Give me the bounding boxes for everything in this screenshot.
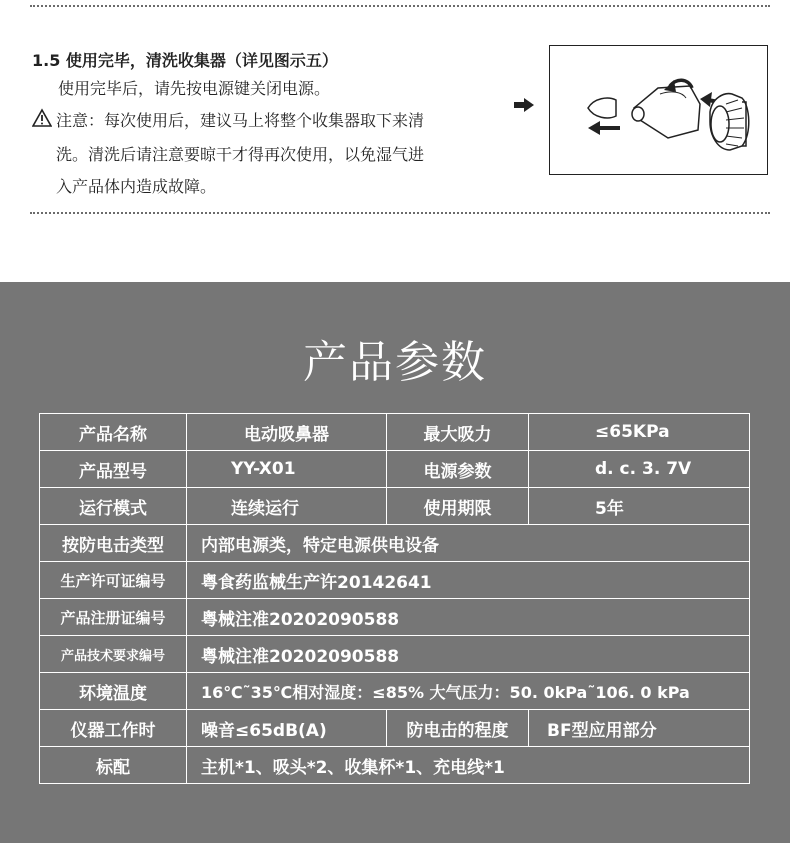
spec-row <box>40 562 750 599</box>
spec-value: d. c. 3. 7V <box>529 451 750 488</box>
warning-text-line-1: 注意：每次使用后，建议马上将整个收集器取下来清 <box>56 111 425 130</box>
instruction-line: 使用完毕后，请先按电源键关闭电源。 <box>58 79 331 98</box>
warning-icon <box>32 108 52 128</box>
spec-label: 按防电击类型 <box>40 525 187 562</box>
spec-label: 产品型号 <box>40 451 187 488</box>
spec-row <box>40 710 750 747</box>
spec-value: BF型应用部分 <box>529 710 750 747</box>
section-heading: 1.5 使用完毕，清洗收集器（详见图示五） <box>32 51 338 70</box>
spec-value: 5年 <box>529 488 750 525</box>
spec-label: 产品技术要求编号 <box>40 636 187 673</box>
spec-row <box>40 525 750 562</box>
instructions-section <box>0 0 790 282</box>
spec-label: 产品名称 <box>40 414 187 451</box>
spec-label: 生产许可证编号 <box>40 562 187 599</box>
spec-value: 连续运行 <box>187 488 387 525</box>
dotted-divider-bottom <box>30 212 770 214</box>
spec-label: 防电击的程度 <box>387 710 529 747</box>
cleaning-diagram <box>549 45 768 175</box>
spec-label: 产品注册证编号 <box>40 599 187 636</box>
spec-value: 粤械注准20202090588 <box>187 599 750 636</box>
spec-row <box>40 599 750 636</box>
spec-title: 产品参数 <box>303 337 487 388</box>
spec-value: ≤65KPa <box>529 414 750 451</box>
warning-text-line-2: 洗。清洗后请注意要晾干才得再次使用，以免湿气进 <box>56 145 425 164</box>
spec-row <box>40 747 750 784</box>
spec-row <box>40 451 750 488</box>
spec-value: 噪音≤65dB(A) <box>187 710 387 747</box>
collector-disassembly-illustration <box>550 46 766 173</box>
warning-text-line-3: 入产品体内造成故障。 <box>56 177 217 196</box>
spec-value: 粤械注准20202090588 <box>187 636 750 673</box>
spec-row <box>40 414 750 451</box>
spec-value: 主机*1、吸头*2、收集杯*1、充电线*1 <box>187 747 750 784</box>
spec-label: 电源参数 <box>387 451 529 488</box>
spec-value: 粤食药监械生产许20142641 <box>187 562 750 599</box>
spec-row <box>40 673 750 710</box>
spec-value: 16℃˜35℃相对湿度：≤85% 大气压力：50. 0kPa˜106. 0 kPa <box>187 673 750 710</box>
spec-row <box>40 636 750 673</box>
spec-row <box>40 488 750 525</box>
spec-value: YY-X01 <box>187 451 387 488</box>
spec-value: 电动吸鼻器 <box>187 414 387 451</box>
spec-label: 最大吸力 <box>387 414 529 451</box>
spec-label: 使用期限 <box>387 488 529 525</box>
spec-label: 标配 <box>40 747 187 784</box>
spec-label: 运行模式 <box>40 488 187 525</box>
dotted-divider-top <box>30 5 770 7</box>
spec-label: 环境温度 <box>40 673 187 710</box>
arrow-right-icon <box>513 97 535 113</box>
spec-table <box>39 413 750 784</box>
spec-label: 仪器工作时 <box>40 710 187 747</box>
spec-value: 内部电源类，特定电源供电设备 <box>187 525 750 562</box>
